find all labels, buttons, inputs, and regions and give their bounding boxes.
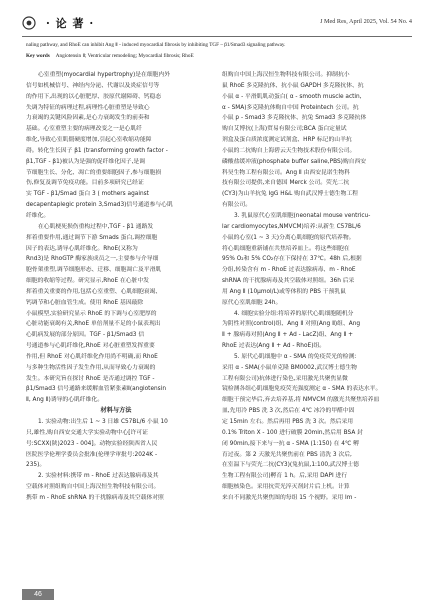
text-line: 4. 细胞实验分组:将培养的原代心肌细胞随机分: [234, 310, 354, 317]
text-line: 空载体对照组购自中国上海汉恒生物科技有限公司。: [26, 484, 160, 491]
text-line: 小鼠的二抗购自上海碧云天生物技术股份有限公司。: [222, 147, 356, 154]
text-line: 失调为特征的病理过程,病理性心脏重塑是导致心: [26, 104, 150, 111]
text-line: 细胞的收缩等过程。研究显示,RhoE 在心脏中发: [26, 278, 149, 285]
text-line: 细胞干预完毕后,弃去培养基,将 NMVCM 的激光共聚焦培养皿: [222, 397, 380, 404]
text-line: Ⅱ + 腺病毒对照(Ang Ⅱ + Ad - LacZ)组、Ang Ⅱ +: [222, 332, 354, 339]
text-line: 的作用下,出现的以心脏肥厚、胶原代谢障碍、钙稳态: [26, 93, 162, 100]
text-line: 采用 α - SMA(小鼠单克隆 BM0002,武汉博士德生物: [222, 364, 357, 371]
text-line: 3. 乳鼠原代心室肌细胞(neonatal mouse ventricu-: [234, 212, 371, 219]
text-line: 小鼠 p - Smad3 多克隆抗体、抗兔 Smad3 多克隆抗体: [222, 115, 367, 122]
text-line: 携带 m - RhoE shRNA 的干扰腺病毒及其空载体对照: [26, 494, 164, 501]
text-line: 科昊生物工程有限公司。Ang Ⅱ 由西安昆诺生物科: [222, 169, 350, 176]
text-line: 与多种生物活性因子发生作用,从而导致心力衰竭的: [26, 364, 156, 371]
text-line: 在室温下与荧光二抗(CY3)(兔抗鼠,1:100,武汉博士德: [222, 462, 359, 469]
text-line: 育过夜。第 2 天激光共聚焦前在 PBS 清洗 3 次后,: [222, 451, 352, 458]
page-number: 46: [34, 591, 42, 598]
text-line: 工程有限公司)抗体进行染色,采用激光共聚焦显微: [222, 375, 348, 382]
text-line: 剂盒及蛋白质浓度测定试剂盒、HRP 标记的山羊抗: [222, 137, 352, 144]
text-line: 在心肌梗死损伤重构过程中,TGF - β1 通路发: [38, 223, 154, 230]
text-line: 信号如机械信号、神经内分泌、代谢以及炎症信号等: [26, 82, 160, 89]
text-line: 号:SCXX(陕)2023 - 004]。动物实验经陕西省人民: [26, 440, 158, 447]
left-text-column: [26, 70, 206, 504]
text-line: 95% O₂和 5% CO₂存在下保持在 37℃。48h 后,根据: [222, 256, 362, 263]
journal-citation: J Med Res, April 2025, Vol. 54 No. 4: [320, 18, 412, 25]
text-line: lar cardiomyocytes,NMVCM)培养:从新生 C57BL/6: [222, 223, 361, 230]
text-line: 磷酸盐缓冲液(phosphate buffer saline,PBS)购自西安: [222, 158, 367, 165]
text-line: 皿,先用冷 PBS 洗 3 次,然后在 4℃ 冰冷的甲醛中固: [222, 408, 355, 415]
text-line: 2. 实验材料:携带 m - RhoE 过表达腺病毒及其: [38, 473, 159, 480]
text-line: 因子的表达,诱导心肌纤维化。RhoE(又称为: [26, 245, 138, 252]
text-line: 定 15min 左右。然后再用 PBS 洗 3 次。然后采用: [222, 419, 354, 425]
text-line: 挥着重关重要的作用,包括心室重塑、心肌细胞衰竭、: [26, 288, 162, 295]
text-line: decapentaplegic protein 3,Smad3)信号通道参与心肌: [26, 202, 173, 209]
text-line: 实 TGF - β1/Smad 蛋白 3 ( mothers against: [26, 191, 149, 198]
text-line: 组购自中国上海汉恒生物科技有限公司。抑制抗小: [222, 72, 350, 78]
text-line: Rnd3)是 RhoGTP 酶家族成员之一,主要参与介导细: [26, 256, 159, 263]
text-line: 镜检测各组心肌细胞免疫荧光强度测定 α - SMA 的表达水平。: [222, 386, 382, 393]
text-line: 心肌病发展的部分原因。TGF - β1/Smad3 信: [26, 332, 145, 339]
text-line: 胞骨架重塑,调节细胞形态、迁移、细胞凋亡及平滑肌: [26, 267, 162, 274]
text-line: 碍。转化生长因子 β1 (transforming growth factor -: [26, 147, 168, 154]
text-line: 将心肌细胞重新铺在共焦培养皿上。将这些细胞在: [222, 245, 350, 252]
text-line: 细胞核染色。采用抗荧光淬灭剂封片后上机。计算: [222, 484, 350, 491]
text-line: 号通道参与心肌纤维化,RhoE 对心脏重塑发挥重要: [26, 343, 155, 350]
text-line: 生物工程有限公司)孵育 1 h。后,采用 DAPI 进行: [222, 473, 348, 480]
text-line: 小鼠模型,实验研究显示 RhoE 的下调与心室肥厚的: [26, 310, 157, 317]
text-line: 来自不同激光共聚焦图的每组 15 个视野。采用 Im -: [222, 494, 357, 501]
text-line: β1,TGF - β1)被认为是强的促纤维化因子,是调: [26, 158, 146, 165]
text-line: RhoE 过表达(Ang Ⅱ + Ad - RhoE)组。: [222, 343, 326, 350]
page-header: [22, 14, 412, 36]
text-line: 购自艾博抗(上海)贸易有限公司;BCA 蛋白定量试: [222, 126, 347, 133]
keywords-label: Key words: [26, 53, 50, 59]
text-line: 1. 实验动物:出生后 1 ~ 3 日雄 C57BL/6 小鼠 10: [38, 419, 168, 425]
keywords-line: [26, 52, 406, 61]
header-divider: [22, 36, 412, 37]
text-line: 5. 原代心肌细胞中 α - SMA 的免疫荧光的检测:: [234, 353, 357, 360]
text-line: 发生。本研究旨在探讨 RhoE 是否通过调控 TGF -: [26, 375, 155, 382]
text-line: shRNA 的干扰腺病毒及其空载体对照组。36h 后采: [222, 278, 355, 285]
text-line: 用 Ang Ⅱ (10μmol/L)或等体积的 PBS 干预乳鼠: [222, 288, 346, 295]
text-line: Ⅱ, Ang Ⅱ)诱导的心肌纤维化。: [26, 397, 103, 404]
keywords-text: Angiotensin Ⅱ; Ventricular remodeling; Myocardial fibrosis; RhoE: [55, 53, 194, 59]
abstract-tail: naling pathway, and RhoE can inhibit Ang Ⅱ - induced myocardial fibrosis by inhibiting TGF – β1/Smad3 signaling pathway.: [26, 42, 286, 48]
text-line: 钙调节和心脏血管生成。使用 RhoE 基因敲除: [26, 299, 144, 306]
journal-logo-icon: [22, 16, 36, 30]
text-line: 鼠 RhoE 多克隆抗体、抗小鼠 GAPDH 多克隆抗体、抗: [222, 82, 364, 89]
text-line: 心室重塑(myocardial hypertrophy)是在细胞内外: [38, 72, 171, 78]
text-line: 技有限公司提供,来自德国 Merck 公司。荧光二抗: [222, 180, 350, 187]
text-line: 为阴性对照(control)组、Ang Ⅱ 对照(Ang Ⅱ)组、Ang: [222, 321, 361, 328]
text-line: 节细胞生长、分化、凋亡的重要细胞因子,参与细胞损: [26, 169, 162, 176]
right-text-column: [222, 70, 402, 504]
text-line: 医院医学伦理学委员会批准(伦理学审批号:2024K -: [26, 451, 158, 458]
text-line: 只,雄性,购自西安交通大学实验动物中心[许可证: [26, 429, 148, 436]
text-line: 作用,但 RhoE 对心肌纤维化作用尚不明确,而 RhoE: [26, 353, 158, 360]
text-line: 挥着重要作用,通过调节下游 Smads 蛋白,调控细胞: [26, 234, 158, 241]
text-line: 闭 90min,接下来与一抗 α - SMA (1:150) 在 4℃ 孵: [222, 440, 360, 447]
text-line: 有限公司。: [222, 202, 251, 209]
page-number-box: [22, 589, 54, 600]
section-title: · 论 著 ·: [46, 17, 95, 30]
text-line: 235)。: [26, 462, 46, 469]
text-line: β1/Smad3 信号通路来缓解血管紧张素Ⅱ(angiotensin: [26, 386, 166, 393]
text-line: 小鼠 α - 平滑肌肌动蛋白( α - smooth muscle actin,: [222, 93, 362, 100]
text-line: 心脏功能衰竭有关,RhoE 单倍剂量不足的小鼠表现出: [26, 321, 161, 328]
text-line: 伤,修复及调节免疫功能。目前多项研究已经证: [26, 180, 144, 187]
text-line: α - SMA)多克隆抗体购自中国 Proteintech 公司。抗: [222, 104, 359, 111]
text-line: 分组,转染含有 m - RhoE 过表达腺病毒、m - RhoE: [222, 267, 356, 274]
text-line: 力衰竭的关键风险因素,是心力衰竭发生的前奏和: [26, 115, 150, 122]
text-line: 纤维化。: [26, 212, 50, 219]
text-line: (CY3)为山羊抗兔 IgG H&L 购自武汉博士德生物工程: [222, 191, 358, 198]
text-line: 基础。心室重塑主要的病理改变之一是心肌纤: [26, 126, 142, 133]
text-line: 维化,导致心室肌僵硬度增加,引起心室收缩功能障: [26, 137, 152, 144]
section-heading: 材料与方法: [100, 407, 132, 415]
text-line: 0.1% Triton X - 100 进行破膜 20min,然后用 BSA 封: [222, 429, 363, 436]
text-line: 小鼠的心室(1 ~ 3 天)分离心肌细胞的原代培养物。: [222, 234, 355, 241]
text-line: 原代心室肌细胞 24h。: [222, 299, 282, 306]
